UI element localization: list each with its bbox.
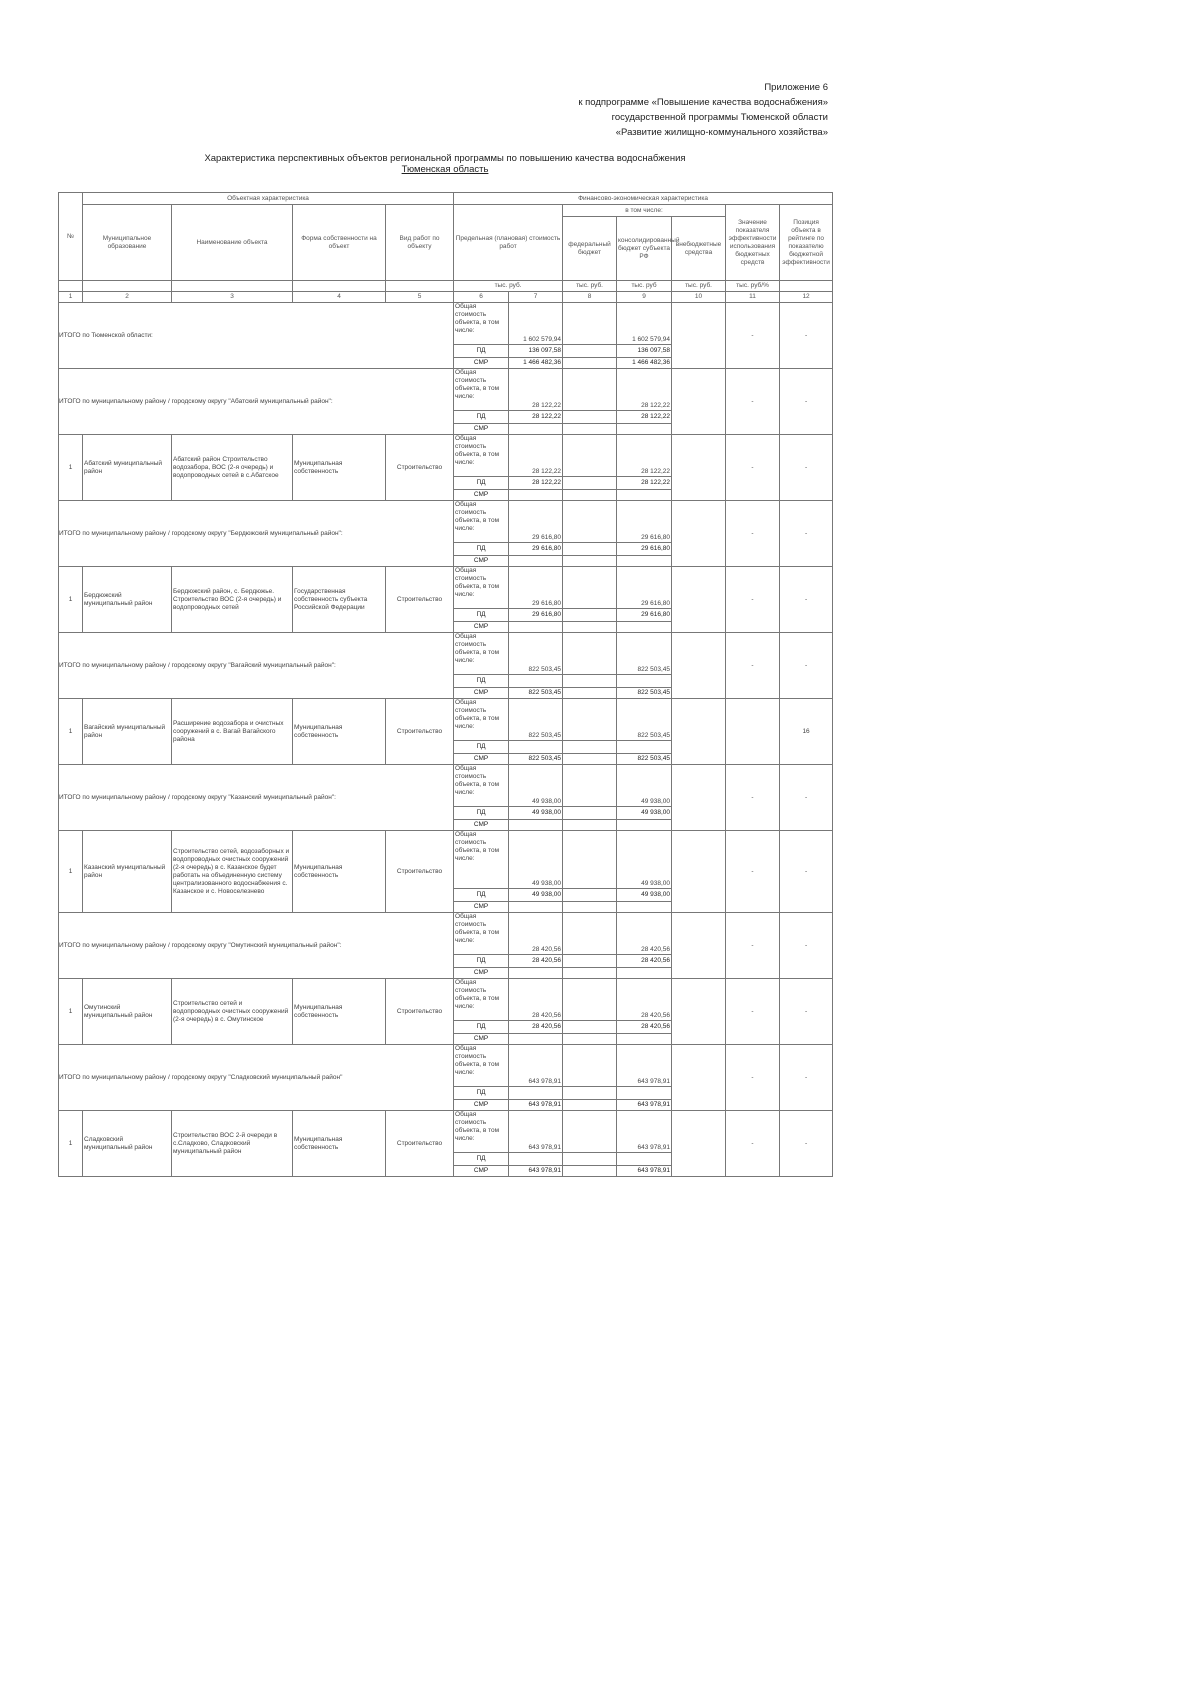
cost-label-total: Общая стоимость объекта, в том числе: <box>454 369 509 411</box>
consolidated-smr-value <box>617 1034 672 1045</box>
consolidated-smr-value <box>617 622 672 633</box>
total-row <box>59 303 833 345</box>
cost-label-pd: ПД <box>454 675 509 688</box>
efficiency-value: - <box>726 765 780 831</box>
rating-value: - <box>780 303 833 369</box>
unit-consolidated: тыс. руб <box>617 281 672 292</box>
cost-label-smr: СМР <box>454 1166 509 1177</box>
cost-label-total: Общая стоимость объекта, в том числе: <box>454 979 509 1021</box>
federal-pd-value <box>563 345 617 358</box>
unit-federal: тыс. руб. <box>563 281 617 292</box>
efficiency-value: - <box>726 567 780 633</box>
object-name-cell: Строительство сетей и водопроводных очистных сооружений (2-я очередь) в с. Омутинское <box>172 979 293 1045</box>
federal-total-value <box>563 913 617 955</box>
federal-pd-value <box>563 889 617 902</box>
cost-total-value: 28 420,56 <box>509 979 563 1021</box>
rating-value: - <box>780 831 833 913</box>
ownership-cell: Муниципальная собственность <box>293 979 386 1045</box>
total-label: ИТОГО по муниципальному району / городскому округу "Вагайский муниципальный район": <box>59 633 454 699</box>
work-type-cell: Строительство <box>386 831 454 913</box>
rating-value: - <box>780 913 833 979</box>
consolidated-pd-value <box>617 741 672 754</box>
federal-smr-value <box>563 820 617 831</box>
rating-value: - <box>780 633 833 699</box>
cost-pd-value: 49 938,00 <box>509 889 563 902</box>
object-number: 1 <box>59 699 83 765</box>
appendix-line: Приложение 6 <box>764 82 828 93</box>
column-number: 3 <box>172 292 293 303</box>
offbudget-value <box>672 633 726 699</box>
federal-smr-value <box>563 358 617 369</box>
federal-smr-value <box>563 490 617 501</box>
cost-pd-value <box>509 1153 563 1166</box>
consolidated-total-value: 28 122,22 <box>617 435 672 477</box>
cost-label-pd: ПД <box>454 1021 509 1034</box>
cost-label-smr: СМР <box>454 688 509 699</box>
cost-total-value: 29 616,80 <box>509 501 563 543</box>
work-type-cell: Строительство <box>386 435 454 501</box>
federal-pd-value <box>563 1021 617 1034</box>
object-number: 1 <box>59 979 83 1045</box>
consolidated-pd-value: 28 122,22 <box>617 411 672 424</box>
object-row <box>59 831 833 889</box>
offbudget-value <box>672 831 726 913</box>
offbudget-value <box>672 435 726 501</box>
cost-smr-value: 643 978,91 <box>509 1100 563 1111</box>
cost-label-pd: ПД <box>454 477 509 490</box>
unit-cost: тыс. руб. <box>454 281 563 292</box>
cost-total-value: 643 978,91 <box>509 1045 563 1087</box>
offbudget-value <box>672 1045 726 1111</box>
cost-smr-value: 1 466 482,36 <box>509 358 563 369</box>
consolidated-smr-value <box>617 820 672 831</box>
unit-efficiency: тыс. руб/% <box>726 281 780 292</box>
cost-total-value: 822 503,45 <box>509 699 563 741</box>
rating-value: - <box>780 435 833 501</box>
cost-label-pd: ПД <box>454 345 509 358</box>
total-label: ИТОГО по муниципальному району / городскому округу "Сладковский муниципальный район" <box>59 1045 454 1111</box>
municipality-cell: Абатский муниципальный район <box>83 435 172 501</box>
federal-total-value <box>563 633 617 675</box>
federal-total-value <box>563 567 617 609</box>
consolidated-smr-value: 1 466 482,36 <box>617 358 672 369</box>
cost-label-total: Общая стоимость объекта, в том числе: <box>454 633 509 675</box>
rating-value: - <box>780 765 833 831</box>
consolidated-smr-value <box>617 556 672 567</box>
efficiency-value <box>726 699 780 765</box>
consolidated-pd-value <box>617 1087 672 1100</box>
efficiency-value: - <box>726 369 780 435</box>
total-label: ИТОГО по Тюменской области: <box>59 303 454 369</box>
cost-label-pd: ПД <box>454 543 509 556</box>
federal-total-value <box>563 501 617 543</box>
cost-smr-value <box>509 556 563 567</box>
cost-label-pd: ПД <box>454 807 509 820</box>
cost-label-smr: СМР <box>454 622 509 633</box>
column-number: 2 <box>83 292 172 303</box>
consolidated-total-value: 29 616,80 <box>617 567 672 609</box>
rating-value: 16 <box>780 699 833 765</box>
cost-pd-value: 28 122,22 <box>509 477 563 490</box>
consolidated-pd-value: 28 420,56 <box>617 1021 672 1034</box>
offbudget-value <box>672 501 726 567</box>
object-row <box>59 979 833 1021</box>
efficiency-value: - <box>726 435 780 501</box>
work-type-cell: Строительство <box>386 979 454 1045</box>
offbudget-value <box>672 913 726 979</box>
federal-pd-value <box>563 741 617 754</box>
column-number: 7 <box>509 292 563 303</box>
consolidated-total-value: 49 938,00 <box>617 831 672 889</box>
consolidated-total-value: 822 503,45 <box>617 699 672 741</box>
federal-total-value <box>563 979 617 1021</box>
total-row <box>59 501 833 543</box>
consolidated-smr-value <box>617 424 672 435</box>
cost-smr-value: 643 978,91 <box>509 1166 563 1177</box>
efficiency-value: - <box>726 303 780 369</box>
object-row <box>59 567 833 609</box>
municipality-cell: Вагайский муниципальный район <box>83 699 172 765</box>
total-label: ИТОГО по муниципальному району / городскому округу "Абатский муниципальный район": <box>59 369 454 435</box>
federal-smr-value <box>563 622 617 633</box>
total-row <box>59 633 833 675</box>
column-number: 1 <box>59 292 83 303</box>
federal-total-value <box>563 765 617 807</box>
federal-smr-value <box>563 902 617 913</box>
document-title <box>58 153 832 175</box>
consolidated-pd-value: 28 122,22 <box>617 477 672 490</box>
cost-label-smr: СМР <box>454 1034 509 1045</box>
object-name-cell: Строительство сетей, водозаборных и водопроводных очистных сооружений (2-я очередь) в с. Казанское будет работать на объединенную систему централизованного водоснабжения с. Казанское и с. Новоселезнево <box>172 831 293 913</box>
federal-total-value <box>563 1111 617 1153</box>
efficiency-value: - <box>726 979 780 1045</box>
federal-pd-value <box>563 543 617 556</box>
consolidated-pd-value: 49 938,00 <box>617 889 672 902</box>
cost-total-value: 29 616,80 <box>509 567 563 609</box>
cost-smr-value <box>509 424 563 435</box>
consolidated-total-value: 822 503,45 <box>617 633 672 675</box>
total-row <box>59 1045 833 1087</box>
column-number: 11 <box>726 292 780 303</box>
offbudget-value <box>672 699 726 765</box>
rating-value: - <box>780 979 833 1045</box>
offbudget-value <box>672 979 726 1045</box>
cost-total-value: 28 122,22 <box>509 369 563 411</box>
municipality-cell: Казанский муниципальный район <box>83 831 172 913</box>
header-rating: Позиция объекта в рейтинге по показателю бюджетной эффективности <box>780 205 833 281</box>
consolidated-total-value: 49 938,00 <box>617 765 672 807</box>
header-max-cost: Предельная (плановая) стоимость работ <box>454 205 563 281</box>
cost-pd-value: 28 420,56 <box>509 1021 563 1034</box>
ownership-cell: Муниципальная собственность <box>293 831 386 913</box>
rating-value: - <box>780 1111 833 1177</box>
total-label: ИТОГО по муниципальному району / городскому округу "Бердюжский муниципальный район": <box>59 501 454 567</box>
object-number: 1 <box>59 831 83 913</box>
appendix-line: «Развитие жилищно-коммунального хозяйства» <box>615 127 828 138</box>
column-number: 8 <box>563 292 617 303</box>
consolidated-pd-value: 29 616,80 <box>617 543 672 556</box>
cost-pd-value: 49 938,00 <box>509 807 563 820</box>
ownership-cell: Муниципальная собственность <box>293 1111 386 1177</box>
federal-smr-value <box>563 1034 617 1045</box>
column-number: 12 <box>780 292 833 303</box>
cost-label-smr: СМР <box>454 902 509 913</box>
cost-label-total: Общая стоимость объекта, в том числе: <box>454 567 509 609</box>
consolidated-total-value: 643 978,91 <box>617 1111 672 1153</box>
cost-total-value: 49 938,00 <box>509 765 563 807</box>
appendix-line: к подпрограмме «Повышение качества водоснабжения» <box>578 97 828 108</box>
header-efficiency: Значение показателя эффективности использования бюджетных средств <box>726 205 780 281</box>
column-number: 6 <box>454 292 509 303</box>
total-row <box>59 913 833 955</box>
cost-label-smr: СМР <box>454 968 509 979</box>
object-name-cell: Расширение водозабора и очистных сооружений в с. Вагай Вагайского района <box>172 699 293 765</box>
cost-label-total: Общая стоимость объекта, в том числе: <box>454 831 509 889</box>
cost-smr-value <box>509 490 563 501</box>
cost-smr-value <box>509 1034 563 1045</box>
federal-pd-value <box>563 477 617 490</box>
cost-label-total: Общая стоимость объекта, в том числе: <box>454 1111 509 1153</box>
federal-total-value <box>563 1045 617 1087</box>
object-number: 1 <box>59 567 83 633</box>
consolidated-smr-value <box>617 968 672 979</box>
cost-label-smr: СМР <box>454 820 509 831</box>
object-row <box>59 699 833 741</box>
cost-label-pd: ПД <box>454 889 509 902</box>
consolidated-pd-value: 29 616,80 <box>617 609 672 622</box>
efficiency-value: - <box>726 831 780 913</box>
cost-label-total: Общая стоимость объекта, в том числе: <box>454 913 509 955</box>
efficiency-value: - <box>726 1045 780 1111</box>
cost-label-pd: ПД <box>454 1153 509 1166</box>
cost-label-smr: СМР <box>454 754 509 765</box>
object-row <box>59 1111 833 1153</box>
offbudget-value <box>672 765 726 831</box>
cost-label-total: Общая стоимость объекта, в том числе: <box>454 1045 509 1087</box>
cost-pd-value <box>509 675 563 688</box>
header-work-type: Вид работ по объекту <box>386 205 454 281</box>
cost-label-smr: СМР <box>454 556 509 567</box>
unit-offbudget: тыс. руб. <box>672 281 726 292</box>
offbudget-value <box>672 369 726 435</box>
cost-total-value: 643 978,91 <box>509 1111 563 1153</box>
cost-label-pd: ПД <box>454 1087 509 1100</box>
header-object-char: Объектная характеристика <box>83 193 454 205</box>
header-no: № <box>59 193 83 281</box>
column-number: 9 <box>617 292 672 303</box>
cost-label-smr: СМР <box>454 1100 509 1111</box>
cost-pd-value <box>509 1087 563 1100</box>
federal-total-value <box>563 831 617 889</box>
cost-total-value: 49 938,00 <box>509 831 563 889</box>
federal-smr-value <box>563 1100 617 1111</box>
total-row <box>59 369 833 411</box>
federal-smr-value <box>563 1166 617 1177</box>
federal-smr-value <box>563 424 617 435</box>
column-number: 5 <box>386 292 454 303</box>
cost-label-smr: СМР <box>454 424 509 435</box>
object-name-cell: Бердюжский район, с. Бердюжье. Строительство ВОС (2-я очередь) и водопроводных сетей <box>172 567 293 633</box>
federal-smr-value <box>563 556 617 567</box>
federal-pd-value <box>563 955 617 968</box>
federal-smr-value <box>563 754 617 765</box>
municipality-cell: Бердюжский муниципальный район <box>83 567 172 633</box>
appendix-line: государственной программы Тюменской области <box>611 112 828 123</box>
total-label: ИТОГО по муниципальному району / городскому округу "Омутинский муниципальный район": <box>59 913 454 979</box>
consolidated-total-value: 28 122,22 <box>617 369 672 411</box>
cost-label-total: Общая стоимость объекта, в том числе: <box>454 765 509 807</box>
total-row <box>59 765 833 807</box>
consolidated-smr-value <box>617 902 672 913</box>
cost-pd-value: 28 122,22 <box>509 411 563 424</box>
offbudget-value <box>672 1111 726 1177</box>
objects-table <box>58 192 833 1177</box>
consolidated-smr-value <box>617 490 672 501</box>
federal-pd-value <box>563 411 617 424</box>
municipality-cell: Омутинский муниципальный район <box>83 979 172 1045</box>
federal-pd-value <box>563 807 617 820</box>
cost-smr-value <box>509 902 563 913</box>
consolidated-pd-value <box>617 1153 672 1166</box>
cost-label-total: Общая стоимость объекта, в том числе: <box>454 501 509 543</box>
header-federal: федеральный бюджет <box>563 217 617 281</box>
efficiency-value: - <box>726 633 780 699</box>
header-ownership: Форма собственности на объект <box>293 205 386 281</box>
rating-value: - <box>780 369 833 435</box>
cost-smr-value: 822 503,45 <box>509 688 563 699</box>
total-label: ИТОГО по муниципальному району / городскому округу "Казанский муниципальный район": <box>59 765 454 831</box>
federal-smr-value <box>563 968 617 979</box>
title-main: Характеристика перспективных объектов региональной программы по повышению качества водоснабжения <box>204 153 686 164</box>
federal-pd-value <box>563 675 617 688</box>
offbudget-value <box>672 303 726 369</box>
ownership-cell: Муниципальная собственность <box>293 699 386 765</box>
cost-label-smr: СМР <box>454 490 509 501</box>
efficiency-value: - <box>726 501 780 567</box>
federal-pd-value <box>563 1153 617 1166</box>
object-name-cell: Строительство ВОС 2-й очереди в с.Сладково, Сладковский муниципальный район <box>172 1111 293 1177</box>
efficiency-value: - <box>726 913 780 979</box>
cost-total-value: 28 420,56 <box>509 913 563 955</box>
work-type-cell: Строительство <box>386 567 454 633</box>
work-type-cell: Строительство <box>386 1111 454 1177</box>
column-number: 4 <box>293 292 386 303</box>
object-number: 1 <box>59 435 83 501</box>
municipality-cell: Сладковский муниципальный район <box>83 1111 172 1177</box>
consolidated-smr-value: 822 503,45 <box>617 754 672 765</box>
cost-total-value: 822 503,45 <box>509 633 563 675</box>
appendix-block <box>578 80 828 140</box>
ownership-cell: Государственная собственность субъекта Российской Федерации <box>293 567 386 633</box>
consolidated-total-value: 29 616,80 <box>617 501 672 543</box>
cost-label-pd: ПД <box>454 609 509 622</box>
cost-pd-value <box>509 741 563 754</box>
cost-pd-value: 29 616,80 <box>509 609 563 622</box>
cost-label-pd: ПД <box>454 955 509 968</box>
object-name-cell: Абатский район Строительство водозабора, ВОС (2-я очередь) и водопроводных сетей в с.Абатское <box>172 435 293 501</box>
consolidated-pd-value: 49 938,00 <box>617 807 672 820</box>
cost-label-total: Общая стоимость объекта, в том числе: <box>454 303 509 345</box>
federal-total-value <box>563 303 617 345</box>
rating-value: - <box>780 501 833 567</box>
cost-pd-value: 28 420,56 <box>509 955 563 968</box>
cost-smr-value: 822 503,45 <box>509 754 563 765</box>
cost-pd-value: 29 616,80 <box>509 543 563 556</box>
consolidated-total-value: 28 420,56 <box>617 913 672 955</box>
cost-label-total: Общая стоимость объекта, в том числе: <box>454 699 509 741</box>
federal-total-value <box>563 435 617 477</box>
header-municipality: Муниципальное образование <box>83 205 172 281</box>
federal-total-value <box>563 369 617 411</box>
rating-value: - <box>780 1045 833 1111</box>
cost-label-pd: ПД <box>454 411 509 424</box>
consolidated-pd-value: 28 420,56 <box>617 955 672 968</box>
cost-smr-value <box>509 968 563 979</box>
offbudget-value <box>672 567 726 633</box>
consolidated-total-value: 1 602 579,94 <box>617 303 672 345</box>
header-fin-char: Финансово-экономическая характеристика <box>454 193 833 205</box>
consolidated-pd-value: 136 097,58 <box>617 345 672 358</box>
object-row <box>59 435 833 477</box>
cost-total-value: 1 602 579,94 <box>509 303 563 345</box>
cost-label-total: Общая стоимость объекта, в том числе: <box>454 435 509 477</box>
header-object-name: Наименование объекта <box>172 205 293 281</box>
federal-smr-value <box>563 688 617 699</box>
consolidated-total-value: 28 420,56 <box>617 979 672 1021</box>
object-number: 1 <box>59 1111 83 1177</box>
consolidated-smr-value: 822 503,45 <box>617 688 672 699</box>
cost-smr-value <box>509 622 563 633</box>
consolidated-smr-value: 643 978,91 <box>617 1166 672 1177</box>
title-region: Тюменская область <box>401 164 489 175</box>
rating-value: - <box>780 567 833 633</box>
header-offbudget: внебюджетные средства <box>672 217 726 281</box>
cost-label-pd: ПД <box>454 741 509 754</box>
column-number: 10 <box>672 292 726 303</box>
ownership-cell: Муниципальная собственность <box>293 435 386 501</box>
consolidated-smr-value: 643 978,91 <box>617 1100 672 1111</box>
consolidated-pd-value <box>617 675 672 688</box>
cost-pd-value: 136 097,58 <box>509 345 563 358</box>
federal-pd-value <box>563 1087 617 1100</box>
cost-total-value: 28 122,22 <box>509 435 563 477</box>
header-including: в том числе: <box>563 205 726 217</box>
federal-total-value <box>563 699 617 741</box>
column-number-row <box>59 292 833 303</box>
cost-smr-value <box>509 820 563 831</box>
header-consolidated: консолидированный бюджет субъекта РФ <box>617 217 672 281</box>
federal-pd-value <box>563 609 617 622</box>
efficiency-value: - <box>726 1111 780 1177</box>
work-type-cell: Строительство <box>386 699 454 765</box>
consolidated-total-value: 643 978,91 <box>617 1045 672 1087</box>
cost-label-smr: СМР <box>454 358 509 369</box>
